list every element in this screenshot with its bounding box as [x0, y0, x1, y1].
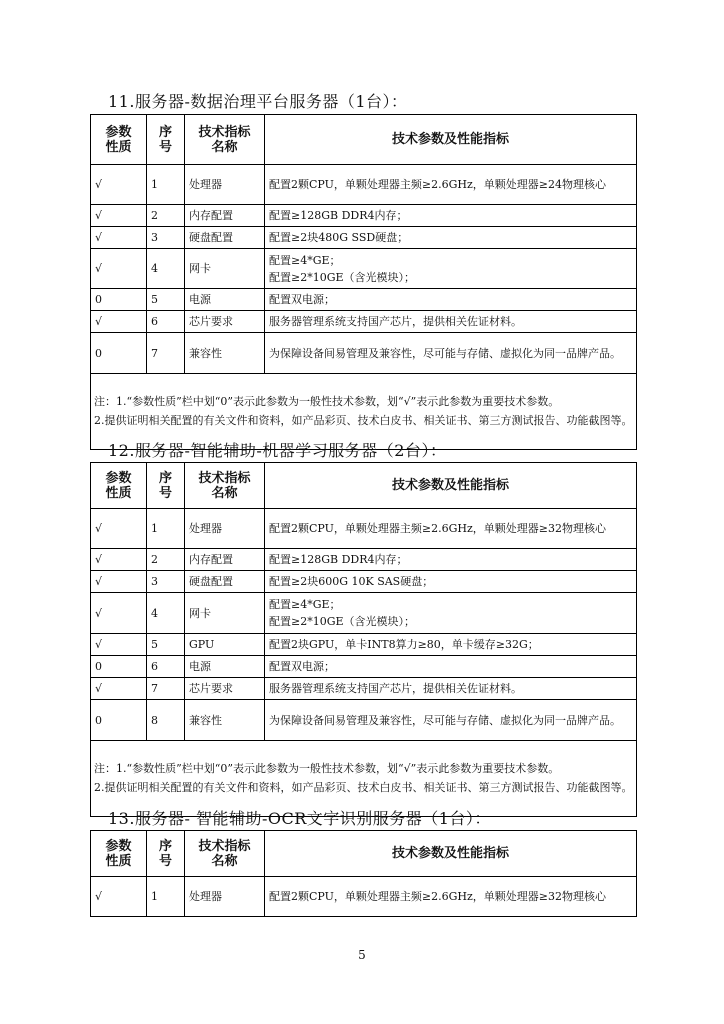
cell-name: 兼容性	[185, 333, 265, 374]
header-nature-text: 参数 性质	[105, 470, 132, 501]
table-row	[91, 700, 637, 741]
cell-nature: √	[91, 205, 147, 227]
cell-spec: 配置2颗CPU，单颗处理器主频≥2.6GHz，单颗处理器≥32物理核心	[265, 877, 637, 917]
header-seq	[147, 831, 185, 877]
header-name	[185, 463, 265, 509]
cell-name: 处理器	[185, 509, 265, 549]
cell-seq: 2	[147, 549, 185, 571]
cell-nature: 0	[91, 333, 147, 374]
cell-spec: 配置2颗CPU，单颗处理器主频≥2.6GHz，单颗处理器≥24物理核心	[265, 165, 637, 205]
cell-name: 硬盘配置	[185, 571, 265, 593]
header-row	[91, 115, 637, 165]
cell-name: 芯片要求	[185, 678, 265, 700]
cell-nature: √	[91, 593, 147, 634]
table-row	[91, 333, 637, 374]
cell-seq: 1	[147, 509, 185, 549]
header-nature	[91, 115, 147, 165]
cell-seq: 1	[147, 165, 185, 205]
table-row	[91, 877, 637, 917]
cell-nature: √	[91, 571, 147, 593]
section-12-title: 12.服务器-智能辅助-机器学习服务器（2台）：	[108, 441, 447, 460]
cell-nature: √	[91, 165, 147, 205]
cell-spec: 配置≥128GB DDR4内存；	[265, 549, 637, 571]
header-spec	[265, 115, 637, 165]
cell-spec: 配置双电源；	[265, 289, 637, 311]
table-row	[91, 593, 637, 634]
cell-spec: 配置≥4*GE； 配置≥2*10GE（含光模块）；	[265, 249, 637, 289]
cell-nature: √	[91, 678, 147, 700]
header-seq	[147, 463, 185, 509]
cell-name: 内存配置	[185, 549, 265, 571]
cell-nature: 0	[91, 656, 147, 678]
header-spec-text: 技术参数及性能指标	[391, 846, 509, 861]
header-name	[185, 115, 265, 165]
cell-seq: 4	[147, 249, 185, 289]
header-name-text: 技术指标 名称	[198, 838, 251, 869]
cell-seq: 4	[147, 593, 185, 634]
header-seq-text: 序 号	[158, 470, 172, 501]
cell-name: 硬盘配置	[185, 227, 265, 249]
cell-seq: 7	[147, 333, 185, 374]
header-nature	[91, 831, 147, 877]
cell-seq: 5	[147, 634, 185, 656]
cell-spec: 配置≥128GB DDR4内存；	[265, 205, 637, 227]
table-row	[91, 571, 637, 593]
cell-name: 处理器	[185, 877, 265, 917]
header-nature	[91, 463, 147, 509]
cell-seq: 3	[147, 571, 185, 593]
cell-name: 网卡	[185, 593, 265, 634]
cell-nature: √	[91, 877, 147, 917]
spec-table-11	[90, 114, 637, 450]
cell-nature: √	[91, 249, 147, 289]
cell-nature: 0	[91, 700, 147, 741]
cell-spec: 配置≥4*GE； 配置≥2*10GE（含光模块）；	[265, 593, 637, 634]
cell-name: 兼容性	[185, 700, 265, 741]
cell-seq: 2	[147, 205, 185, 227]
header-nature-text: 参数 性质	[105, 838, 132, 869]
header-spec-text: 技术参数及性能指标	[391, 478, 509, 493]
header-spec	[265, 463, 637, 509]
header-seq	[147, 115, 185, 165]
table-row	[91, 678, 637, 700]
cell-name: 内存配置	[185, 205, 265, 227]
table-row	[91, 509, 637, 549]
header-nature-text: 参数 性质	[105, 124, 132, 155]
section-11-title: 11.服务器-数据治理平台服务器（1台）：	[108, 92, 408, 111]
cell-seq: 3	[147, 227, 185, 249]
cell-seq: 5	[147, 289, 185, 311]
table-row	[91, 227, 637, 249]
table-row	[91, 205, 637, 227]
cell-spec: 配置双电源；	[265, 656, 637, 678]
header-row	[91, 463, 637, 509]
cell-seq: 1	[147, 877, 185, 917]
table-row	[91, 549, 637, 571]
header-spec	[265, 831, 637, 877]
cell-spec: 服务器管理系统支持国产芯片，提供相关佐证材料。	[265, 311, 637, 333]
table-row	[91, 289, 637, 311]
cell-spec: 配置≥2块600G 10K SAS硬盘；	[265, 571, 637, 593]
cell-seq: 8	[147, 700, 185, 741]
spec-table-12	[90, 462, 637, 817]
cell-nature: √	[91, 634, 147, 656]
cell-name: 芯片要求	[185, 311, 265, 333]
note-row	[91, 374, 637, 450]
cell-name: 处理器	[185, 165, 265, 205]
cell-seq: 7	[147, 678, 185, 700]
cell-nature: √	[91, 509, 147, 549]
cell-spec: 为保障设备间易管理及兼容性，尽可能与存储、虚拟化为同一品牌产品。	[265, 700, 637, 741]
cell-nature: 0	[91, 289, 147, 311]
header-row	[91, 831, 637, 877]
cell-spec: 配置2块GPU，单卡INT8算力≥80，单卡缓存≥32G；	[265, 634, 637, 656]
table-note: 注：1.“参数性质”栏中划“0”表示此参数为一般性技术参数，划“√”表示此参数为重要技术参数。 2.提供证明相关配置的有关文件和资料，如产品彩页、技术白皮书、相关证书、第三方测试报告、功能截图等。	[91, 374, 637, 450]
page-number: 5	[358, 948, 366, 962]
cell-seq: 6	[147, 656, 185, 678]
cell-seq: 6	[147, 311, 185, 333]
cell-spec: 配置≥2块480G SSD硬盘；	[265, 227, 637, 249]
table-row	[91, 634, 637, 656]
cell-nature: √	[91, 549, 147, 571]
header-seq-text: 序 号	[158, 838, 172, 869]
table-row	[91, 249, 637, 289]
cell-name: GPU	[185, 634, 265, 656]
cell-spec: 配置2颗CPU，单颗处理器主频≥2.6GHz，单颗处理器≥32物理核心	[265, 509, 637, 549]
cell-name: 网卡	[185, 249, 265, 289]
section-13-title: 13.服务器- 智能辅助-OCR文字识别服务器（1台）：	[108, 809, 491, 828]
header-seq-text: 序 号	[158, 124, 172, 155]
table-row	[91, 656, 637, 678]
table-note: 注：1.“参数性质”栏中划“0”表示此参数为一般性技术参数，划“√”表示此参数为重要技术参数。 2.提供证明相关配置的有关文件和资料，如产品彩页、技术白皮书、相关证书、第三方测试报告、功能截图等。	[91, 741, 637, 817]
note-row	[91, 741, 637, 817]
header-spec-text: 技术参数及性能指标	[391, 132, 509, 147]
cell-nature: √	[91, 311, 147, 333]
header-name-text: 技术指标 名称	[198, 124, 251, 155]
cell-nature: √	[91, 227, 147, 249]
cell-spec: 为保障设备间易管理及兼容性，尽可能与存储、虚拟化为同一品牌产品。	[265, 333, 637, 374]
cell-name: 电源	[185, 289, 265, 311]
header-name	[185, 831, 265, 877]
spec-table-13	[90, 830, 637, 917]
table-row	[91, 311, 637, 333]
cell-name: 电源	[185, 656, 265, 678]
cell-spec: 服务器管理系统支持国产芯片，提供相关佐证材料。	[265, 678, 637, 700]
header-name-text: 技术指标 名称	[198, 470, 251, 501]
table-row	[91, 165, 637, 205]
